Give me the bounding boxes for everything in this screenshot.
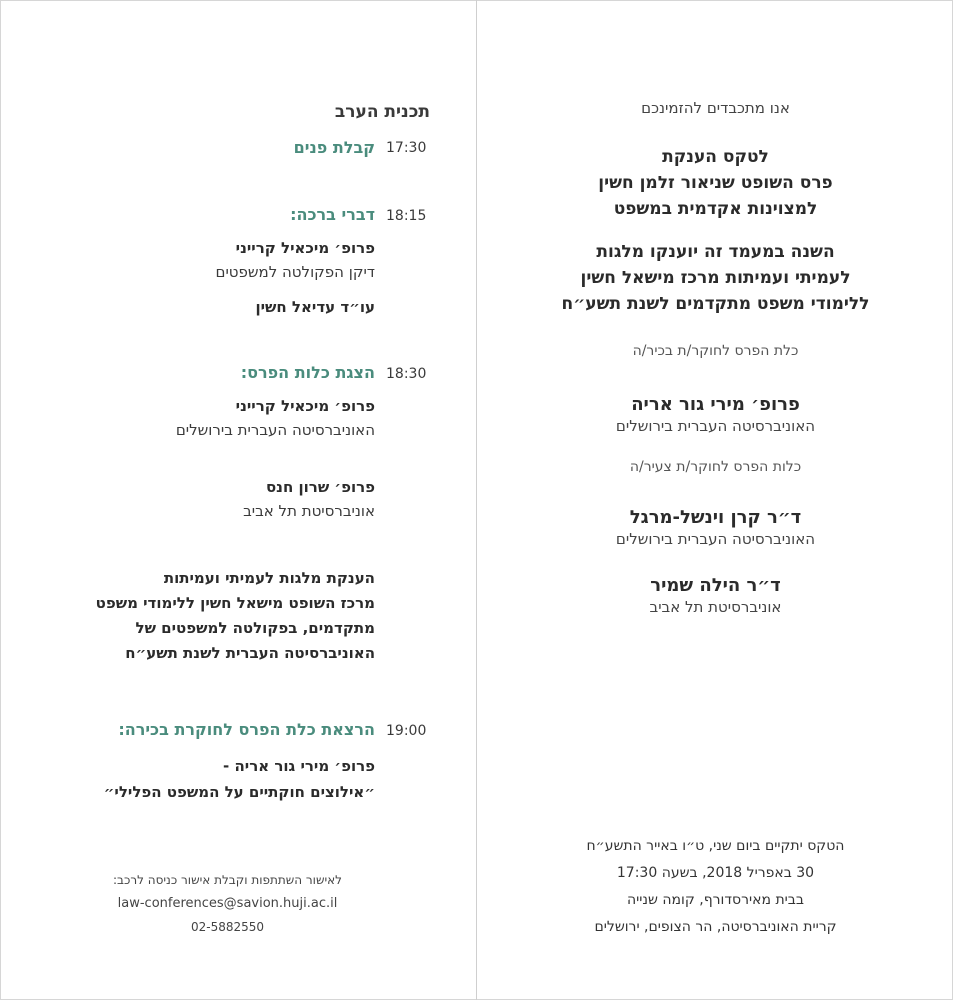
greeting-name-1: פרופ׳ מיכאיל קרייני [235,239,375,257]
greeting-affiliation-1: דיקן הפקולטה למשפטים [215,263,375,281]
heading-lecture: הרצאת כלת הפרס לחוקרת בכירה: [118,720,375,739]
presenter-affiliation-1: האוניברסיטה העברית בירושלים [175,421,375,439]
event-details [478,833,953,941]
scholarship-line: מרכז השופט מישאל חשין ללימודי משפט [95,594,375,612]
presenter-name-2: פרופ׳ שרון חנס [265,478,375,496]
senior-laureate-name: פרופ׳ מירי גור אריה [631,394,800,415]
time-1830: 18:30 [386,366,427,382]
junior-laureate-affiliation-2: אוניברסיטת תל אביב [649,598,782,616]
heading-greetings: דברי ברכה: [290,205,375,224]
presenter-name-1: פרופ׳ מיכאיל קרייני [235,397,375,415]
lecture-speaker: פרופ׳ מירי גור אריה - [223,757,375,775]
event-detail-line: קריית האוניברסיטה, הר הצופים, ירושלים [594,919,837,935]
lecture-title: ״אילוצים חוקתיים על המשפט הפלילי״ [103,783,375,801]
fold-line [476,0,477,1000]
greeting-name-2: עו״ד עדיאל חשין [255,298,375,316]
scholarship-paragraph [50,566,375,666]
ceremony-block [478,144,953,222]
junior-laureate-affiliation-1: האוניברסיטה העברית בירושלים [615,530,816,548]
ceremony-line: פרס השופט שניאור זלמן חשין [598,173,833,193]
scholarship-line: האוניברסיטה העברית לשנת תשע״ח [125,644,375,662]
presenter-affiliation-2: אוניברסיטת תל אביב [243,502,375,520]
heading-reception: קבלת פנים [293,138,375,157]
fellowships-line: השנה במעמד זה יוענקו מלגות [596,242,835,262]
time-1730: 17:30 [386,140,427,156]
ceremony-line: למצוינות אקדמית במשפט [613,199,818,219]
junior-prize-label: כלות הפרס לחוקר/ת צעיר/ה [629,459,802,475]
junior-laureate-name-1: ד״ר קרן וינשל-מרגל [629,507,802,528]
fellowships-line: לעמיתי ועמיתות מרכז מישאל חשין [580,268,851,288]
rsvp-email[interactable]: law-conferences@savion.huji.ac.il [117,896,338,911]
time-1815: 18:15 [386,208,427,224]
program-title: תכנית הערב [334,102,430,122]
junior-laureate-name-2: ד״ר הילה שמיר [650,575,781,596]
rsvp-phone: 02-5882550 [190,920,265,934]
heading-presentation: הצגת כלות הפרס: [240,363,375,382]
fellowships-block [478,239,953,317]
invitation-intro: אנו מתכבדים להזמינכם [641,99,790,117]
fellowships-line: ללימודי משפט מתקדמים לשנת תשע״ח [561,294,870,314]
rsvp-note: לאישור השתתפות וקבלת אישור כניסה לרכב: [113,873,342,887]
scholarship-line: הענקת מלגות לעמיתי ועמיתות [163,569,375,587]
scholarship-line: מתקדמים, בפקולטה למשפטים של [135,619,375,637]
senior-laureate-affiliation: האוניברסיטה העברית בירושלים [615,417,816,435]
event-detail-line: בבית מאירסדורף, קומה שנייה [627,892,804,908]
event-detail-line: הטקס יתקיים ביום שני, ט״ו באייר התשע״ח [586,838,845,854]
senior-prize-label: כלת הפרס לחוקר/ת בכיר/ה [632,343,799,359]
time-1900: 19:00 [386,723,427,739]
ceremony-line: לטקס הענקת [662,147,769,167]
event-detail-line: 30 באפריל 2018, בשעה 17:30 [616,865,815,881]
